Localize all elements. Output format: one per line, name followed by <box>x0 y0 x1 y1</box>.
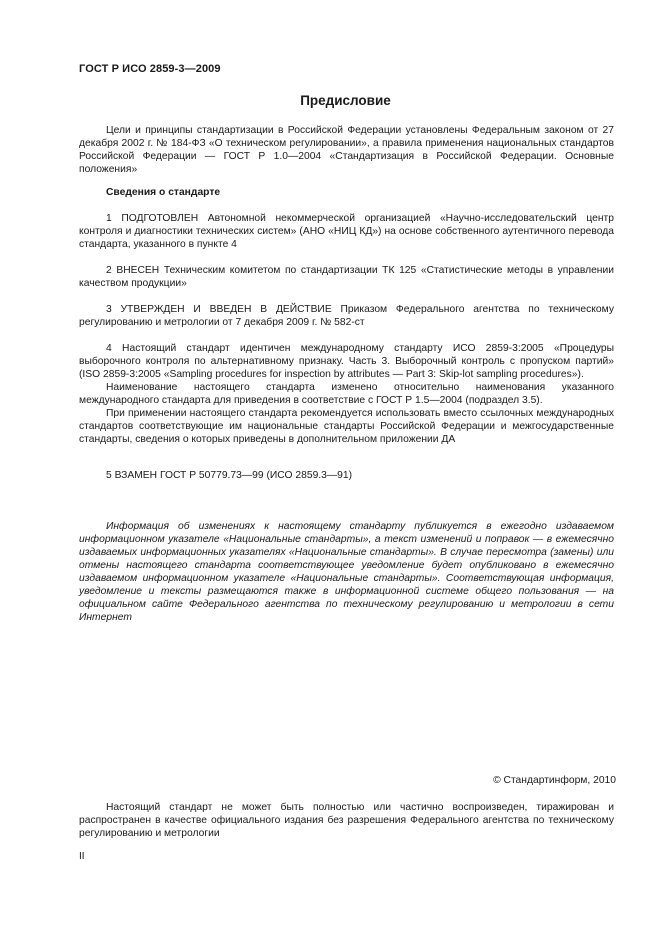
reproduction-paragraph: Настоящий стандарт не может быть полностью или частично воспроизведен, тиражирован и распространен в качестве официального издания без разрешения Федерального агентства по техническому регулированию и метрологии <box>79 802 614 839</box>
notice-block <box>79 520 614 624</box>
item-4-refs-note: При применении настоящего стандарта рекомендуется использовать вместо ссылочных международных стандартов соответствующие им национальные стандарты Российской Федерации и межгосударственные стандарты, сведения о которых приведены в дополнительном приложении ДА <box>79 408 614 445</box>
item-3-block <box>79 303 614 329</box>
item-2-block <box>79 264 614 290</box>
page-number: II <box>79 851 85 862</box>
reproduction-block <box>79 801 614 840</box>
item-5: 5 ВЗАМЕН ГОСТ Р 50779.73—99 (ИСО 2859.3—91) <box>106 470 353 481</box>
copyright: © Стандартинформ, 2010 <box>493 775 616 786</box>
item-5-block <box>79 469 614 482</box>
item-3: 3 УТВЕРЖДЕН И ВВЕДЕН В ДЕЙСТВИЕ Приказом Федерального агентства по техническому регулированию и метрологии от 7 декабря 2009 г. № 582-ст <box>79 304 614 328</box>
item-1: 1 ПОДГОТОВЛЕН Автономной некоммерческой организацией «Научно-исследовательский центр контроля и диагностики технических систем» (АНО «НИЦ КД») на основе собственного аутентичного перевода стандарта, указанного в пункте 4 <box>79 213 614 250</box>
notice-paragraph: Информация об изменениях к настоящему стандарту публикуется в ежегодно издаваемом информационном указателе «Национальные стандарты», а текст изменений и поправок — в ежемесячно издаваемых информационных указателях «Национальные стандарты». В случае пересмотра (замены) или отмены настоящего стандарта соответствующее уведомление будет опубликовано в ежемесячно издаваемом информационном указателе «Национальные стандарты». Соответствующая информация, уведомление и тексты размещаются также в информационной системе общего пользования — на официальном сайте Федерального агентства по техническому регулированию и метрологии в сети Интернет <box>79 521 614 623</box>
intro-paragraph: Цели и принципы стандартизации в Российской Федерации установлены Федеральным законом от 27 декабря 2002 г. № 184-ФЗ «О техническом регулировании», а правила применения национальных стандартов Российской Федерации — ГОСТ Р 1.0—2004 «Стандартизация в Российской Федерации. Основные положения» <box>79 125 614 175</box>
item-2: 2 ВНЕСЕН Техническим комитетом по стандартизации ТК 125 «Статистические методы в управлении качеством продукции» <box>79 265 614 289</box>
item-1-block <box>79 212 614 251</box>
item-4-name-note: Наименование настоящего стандарта изменено относительно наименования указанного международного стандарта для приведения в соответствие с ГОСТ Р 1.5—2004 (подраздел 3.5). <box>79 382 614 406</box>
page-title: Предисловие <box>300 93 391 108</box>
item-4: 4 Настоящий стандарт идентичен международному стандарту ИСО 2859-3:2005 «Процедуры выборочного контроля по альтернативному признаку. Часть 3. Выборочный контроль с пропуском партий» (ISO 2859-3:2005 «Sampling procedures for inspection by attributes — Part 3: Skip-lot sampling procedures»). <box>79 343 614 380</box>
intro-block <box>79 124 614 176</box>
info-heading-block <box>79 186 614 199</box>
item-4-block <box>79 342 614 446</box>
standard-code-header: ГОСТ Р ИСО 2859-3—2009 <box>79 63 221 75</box>
info-heading: Сведения о стандарте <box>106 187 221 198</box>
